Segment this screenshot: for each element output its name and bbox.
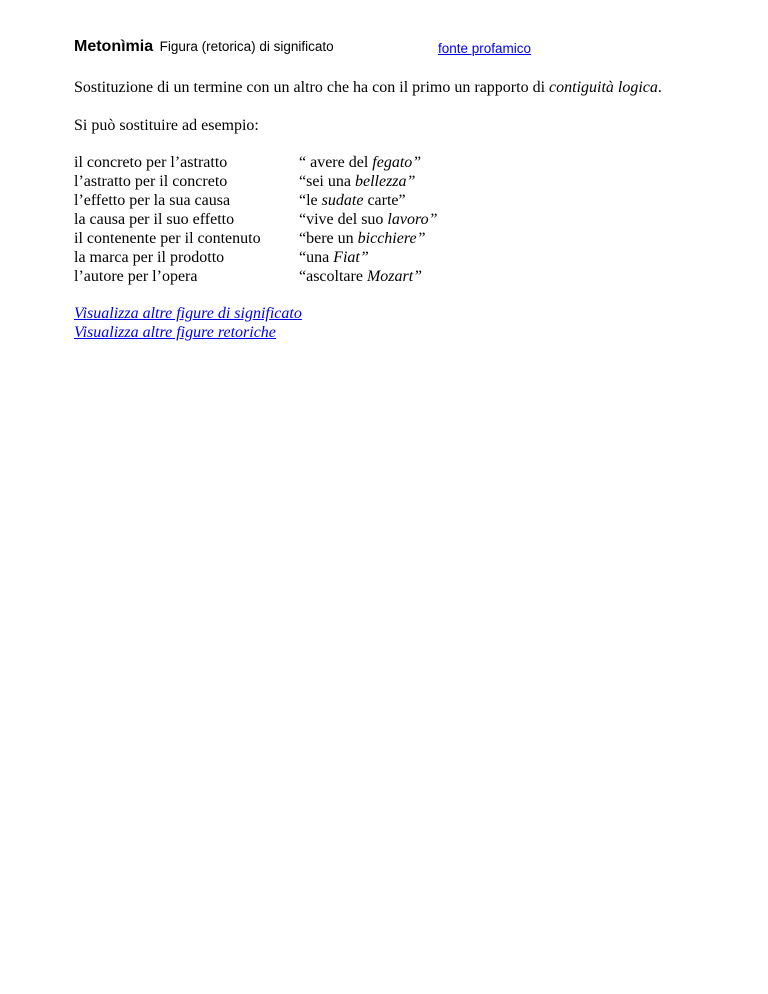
example-quote: “ avere del fegato” [299,154,422,171]
example-quote: “bere un bicchiere” [299,230,426,247]
example-type: l’astratto per il concreto [74,173,228,190]
source-link[interactable]: fonte profamico [438,41,532,56]
example-type: il concreto per l’astratto [74,154,228,171]
definition-text: Sostituzione di un termine con un altro che ha con il primo un rapporto di [74,79,550,96]
example-quote: “sei una bellezza” [299,173,416,190]
example-type: il contenente per il contenuto [74,230,261,247]
example-row [74,153,714,172]
page-subtitle: Figura (retorica) di significato [159,39,334,54]
example-quote: “ascoltare Mozart” [299,268,423,285]
example-type: l’effetto per la sua causa [74,192,231,209]
examples-list [74,153,714,286]
related-links [74,304,714,342]
example-type: la causa per il suo effetto [74,211,235,228]
example-row [74,267,714,286]
example-type: l’autore per l’opera [74,268,198,285]
example-row [74,229,714,248]
document-page [74,38,714,342]
example-row [74,172,714,191]
example-type: la marca per il prodotto [74,249,225,266]
example-quote: “le sudate carte” [299,192,406,209]
examples-lead: Si può sostituire ad esempio: [74,117,259,134]
link-figure-retoriche[interactable]: Visualizza altre figure retoriche [74,324,276,341]
example-row [74,248,714,267]
example-quote: “una Fiat” [299,249,369,266]
definition-period: . [657,79,662,96]
definition-emphasis: contiguità logica [549,79,658,96]
link-figure-di-significato[interactable]: Visualizza altre figure di significato [74,305,302,322]
page-title: Metonìmia [74,38,154,55]
header [74,38,714,60]
example-quote: “vive del suo lavoro” [299,211,438,228]
definition-paragraph [74,78,714,97]
example-row [74,210,714,229]
example-row [74,191,714,210]
